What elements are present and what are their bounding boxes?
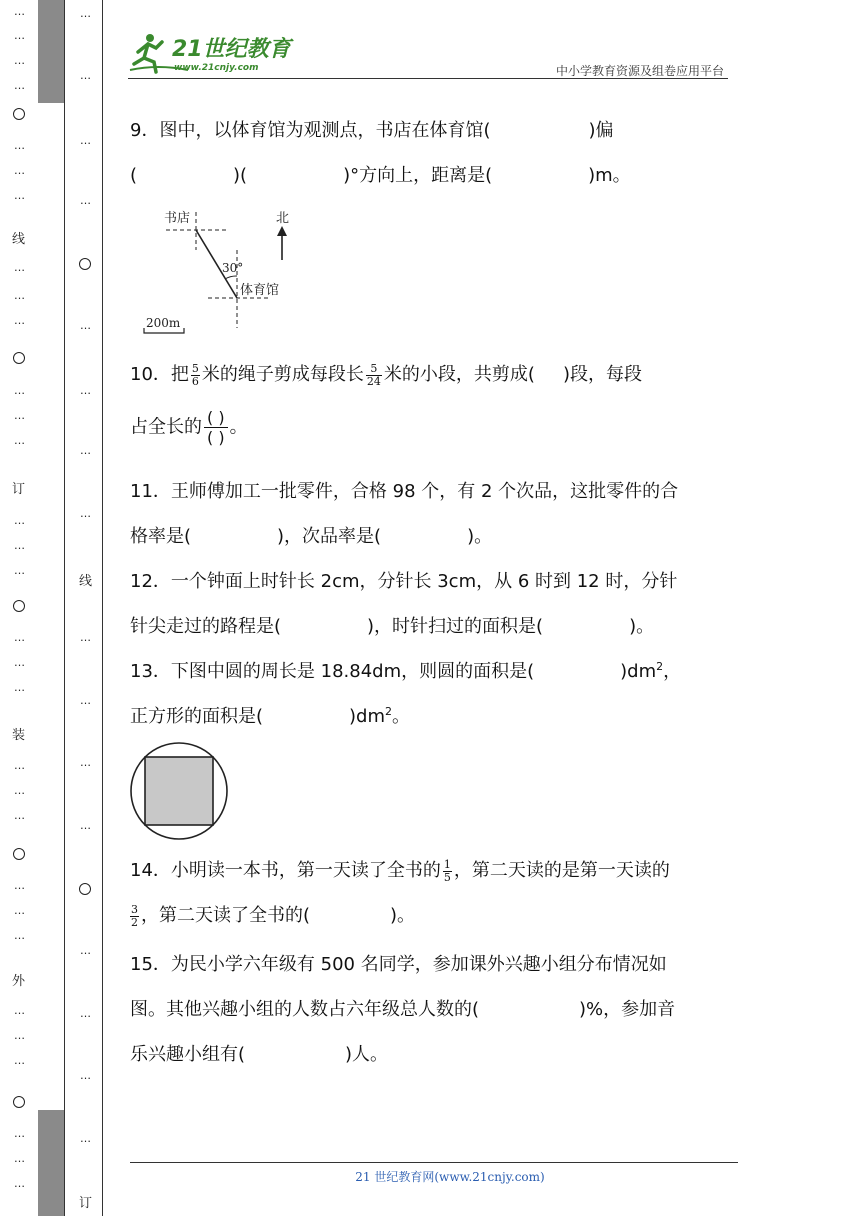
- binding-circle: [13, 1096, 25, 1108]
- inner-label-ding: 订: [79, 1196, 93, 1211]
- dots: …: [14, 434, 25, 447]
- denominator: 5: [443, 870, 451, 884]
- logo-url-text: www.21cnjy.com: [174, 63, 259, 73]
- dots: …: [14, 564, 25, 577]
- q14-text: 14．小明读一本书，第一天读了全书的: [130, 860, 441, 881]
- dots: …: [80, 507, 91, 520]
- q13-circle-square-figure: [128, 740, 230, 842]
- dots: …: [80, 319, 91, 332]
- q10-text: 占全长的: [130, 416, 202, 438]
- superscript: 2: [656, 660, 664, 673]
- q15-text: )%，参加音: [579, 999, 676, 1020]
- dots: …: [14, 759, 25, 772]
- denominator: 6: [191, 374, 199, 388]
- dots: …: [14, 904, 25, 917]
- dots: …: [14, 539, 25, 552]
- fraction: [366, 363, 382, 388]
- dots: …: [80, 1069, 91, 1082]
- q9-text: )(: [233, 165, 248, 186]
- q13-text: 正方形的面积是(: [130, 706, 264, 727]
- square-shape: [145, 757, 213, 825]
- dots: …: [14, 1054, 25, 1067]
- q15-line3: [130, 1040, 388, 1066]
- dots: …: [14, 1177, 25, 1190]
- numerator: 1: [443, 857, 451, 871]
- dots: …: [14, 809, 25, 822]
- fraction: [130, 904, 139, 929]
- q14-text: ，第二天读的是第一天读的: [453, 860, 670, 881]
- q12-line2: [130, 612, 654, 638]
- dots: …: [80, 384, 91, 397]
- dots: …: [14, 189, 25, 202]
- q9-direction-diagram: [140, 200, 310, 340]
- dots: …: [14, 54, 25, 67]
- angle-arc: [225, 276, 237, 279]
- q10-text: 米的小段，共剪成(: [383, 364, 535, 385]
- margin-label-wai: 外: [12, 974, 26, 989]
- denominator-blank: ( ): [207, 428, 225, 447]
- dots: …: [14, 29, 25, 42]
- dots: …: [80, 694, 91, 707]
- header-platform-text: 中小学教育资源及组卷应用平台: [555, 64, 724, 78]
- numerator: 5: [366, 363, 382, 376]
- q11-text: 格率是(: [130, 526, 192, 547]
- q9-line1: [130, 116, 614, 142]
- q13-text: )dm: [349, 706, 386, 727]
- margin-label-ding: 订: [12, 482, 26, 497]
- q12-text: )。: [629, 616, 655, 637]
- q13-text: 13．下图中圆的周长是 18.84dm，则圆的面积是(: [130, 661, 535, 682]
- label-gym: 体育馆: [240, 283, 280, 298]
- q15-text: )人。: [345, 1044, 389, 1065]
- q9-text: 9．图中，以体育馆为观测点，书店在体育馆(: [130, 120, 491, 141]
- dots: …: [14, 409, 25, 422]
- dots: …: [14, 139, 25, 152]
- binding-circle: [13, 108, 25, 120]
- north-arrowhead-icon: [277, 226, 287, 236]
- q15-text: 图。其他兴趣小组的人数占六年级总人数的(: [130, 999, 480, 1020]
- dots: …: [14, 384, 25, 397]
- binding-circle: [79, 258, 91, 270]
- numerator-blank: ( ): [204, 408, 228, 428]
- q13-text: )dm: [620, 661, 657, 682]
- dots: …: [80, 1007, 91, 1020]
- dots: …: [80, 819, 91, 832]
- denominator: 2: [131, 915, 138, 929]
- q13-line2: [130, 702, 410, 728]
- margin-label-xian: 线: [12, 232, 26, 247]
- dots: …: [14, 1152, 25, 1165]
- label-bookstore: 书店: [164, 211, 191, 226]
- dots: …: [14, 1029, 25, 1042]
- numerator: 5: [191, 361, 199, 375]
- q11-line2: [130, 522, 492, 548]
- q11-text: )，次品率是(: [277, 526, 382, 547]
- q11-text: )。: [467, 526, 493, 547]
- q15-line1: 15．为民小学六年级有 500 名同学，参加课外兴趣小组分布情况如: [130, 954, 667, 975]
- q10-line1: [130, 360, 642, 388]
- gray-block-bottom: [38, 1110, 64, 1216]
- q13-line1: [130, 657, 681, 683]
- q12-line1: 12．一个钟面上时针长 2cm，分针长 3cm，从 6 时到 12 时，分针: [130, 571, 678, 592]
- binding-circle: [79, 883, 91, 895]
- dots: …: [14, 1004, 25, 1017]
- q13-text: 。: [392, 706, 411, 727]
- q15-text: 乐兴趣小组有(: [130, 1044, 246, 1065]
- binding-circle: [13, 600, 25, 612]
- gray-block-top: [38, 0, 64, 103]
- inner-label-xian: 线: [79, 574, 93, 589]
- binding-circle: [13, 352, 25, 364]
- q15-line2: [130, 995, 675, 1021]
- binding-circle: [13, 848, 25, 860]
- q14-line2: [128, 901, 415, 929]
- q9-line2: [130, 161, 631, 187]
- q11-line1: 11．王师傅加工一批零件，合格 98 个，有 2 个次品，这批零件的合: [130, 481, 679, 502]
- q12-text: )，时针扫过的面积是(: [367, 616, 544, 637]
- dots: …: [80, 944, 91, 957]
- footer-rule: [130, 1162, 738, 1163]
- q13-text: ，: [663, 661, 682, 682]
- superscript: 2: [385, 705, 393, 718]
- margin-label-zhuang: 装: [12, 728, 26, 743]
- footer-text: 21 世纪教育网(www.21cnjy.com): [355, 1170, 545, 1184]
- q14-line1: [130, 856, 670, 884]
- dots: …: [14, 79, 25, 92]
- dots: …: [14, 929, 25, 942]
- q14-text: ，第二天读了全书的(: [141, 905, 311, 926]
- dots: …: [80, 134, 91, 147]
- dots: …: [14, 164, 25, 177]
- label-angle: 30°: [222, 261, 244, 275]
- denominator: 24: [366, 374, 381, 388]
- label-scale: 200m: [146, 316, 181, 330]
- binding-strip-inner: [64, 0, 103, 1216]
- dots: …: [80, 756, 91, 769]
- label-north: 北: [276, 211, 290, 226]
- q9-text: )m。: [588, 165, 631, 186]
- dots: …: [80, 1132, 91, 1145]
- dots: …: [14, 784, 25, 797]
- q14-text: )。: [390, 905, 416, 926]
- dots: …: [80, 7, 91, 20]
- q10-text: 米的绳子剪成每段长: [201, 364, 364, 385]
- q9-text: )°方向上，距离是(: [343, 165, 493, 186]
- dots: …: [80, 631, 91, 644]
- dots: …: [14, 514, 25, 527]
- q12-text: 针尖走过的路程是(: [130, 616, 282, 637]
- q9-text: )偏: [588, 120, 614, 141]
- dots: …: [14, 261, 25, 274]
- dots: …: [14, 631, 25, 644]
- binding-strip-middle: [38, 0, 65, 1216]
- dots: …: [14, 289, 25, 302]
- fraction: [443, 859, 452, 884]
- q10-text: )段，每段: [562, 364, 642, 385]
- q10-text: 。: [229, 416, 248, 438]
- runner-logo-icon: [128, 30, 308, 78]
- dots: …: [80, 69, 91, 82]
- blank-fraction: [204, 408, 228, 447]
- fraction: [191, 363, 200, 388]
- numerator: 3: [131, 902, 138, 916]
- dots: …: [14, 314, 25, 327]
- header-rule: [128, 78, 728, 79]
- logo-main-text: 21世纪教育: [172, 37, 291, 62]
- dots: …: [14, 879, 25, 892]
- header-logo: [128, 30, 308, 78]
- q10-text: 10．把: [130, 364, 189, 385]
- q9-text: (: [130, 165, 138, 186]
- dots: …: [80, 444, 91, 457]
- dots: …: [14, 681, 25, 694]
- dots: …: [14, 1127, 25, 1140]
- dots: …: [14, 656, 25, 669]
- dots: …: [14, 5, 25, 18]
- dots: …: [80, 194, 91, 207]
- q10-line2: [130, 408, 248, 447]
